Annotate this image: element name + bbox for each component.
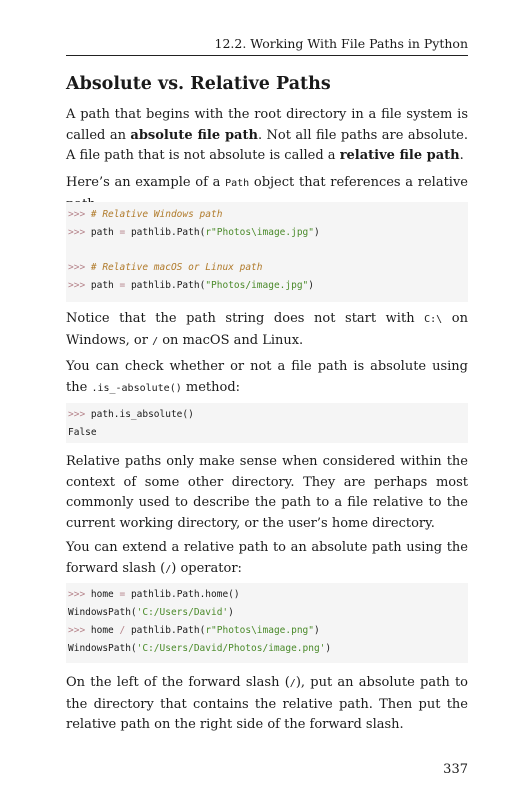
paragraph-absolute-definition: A path that begins with the root directory in a file system is called an absolute file path. Not all file paths are absolute. A file path that is not absolute is called a relative file path. — [66, 107, 469, 163]
section-title: Absolute vs. Relative Paths — [66, 74, 331, 94]
code-block-is-absolute: >>> path.is_absolute() False — [66, 403, 468, 443]
code-block-home-path: >>> home = pathlib.Path.home() WindowsPath('C:/Users/David') >>> home / pathlib.Path(r"Photos\image.png") WindowsPath('C:/Users/David/Photos/image.png') — [66, 583, 468, 663]
code-block-relative-paths: >>> # Relative Windows path >>> path = pathlib.Path(r"Photos\image.jpg") >>> # Relative macOS or Linux path >>> path = pathlib.Path("Photos/image.jpg") — [66, 202, 468, 302]
running-header: 12.2. Working With File Paths in Python — [214, 36, 468, 51]
paragraph-is-absolute: You can check whether or not a file path is absolute using the .is_-absolute() method: — [66, 359, 468, 395]
paragraph-slash-explanation: On the left of the forward slash (/), put an absolute path to the directory that contains the relative path. Then put the relative path on the right side of the forward slash. — [66, 675, 468, 732]
page-number: 337 — [443, 762, 468, 777]
paragraph-example-intro: Here’s an example of a Path object that references a relative — [66, 175, 468, 190]
paragraph-relative-context: Relative paths only make sense when considered within the context of some other directory. They are perhaps most commonly used to describe the path to a file relative to the current working directory, or the user’s home directory. — [66, 454, 468, 531]
header-rule — [66, 55, 468, 56]
paragraph-forward-slash: You can extend a relative path to an absolute path using the forward slash (/) operator: — [66, 540, 468, 576]
paragraph-path-notice: Notice that the path string does not start with C:\ on Windows, or / on macOS and Linux. — [66, 311, 468, 348]
